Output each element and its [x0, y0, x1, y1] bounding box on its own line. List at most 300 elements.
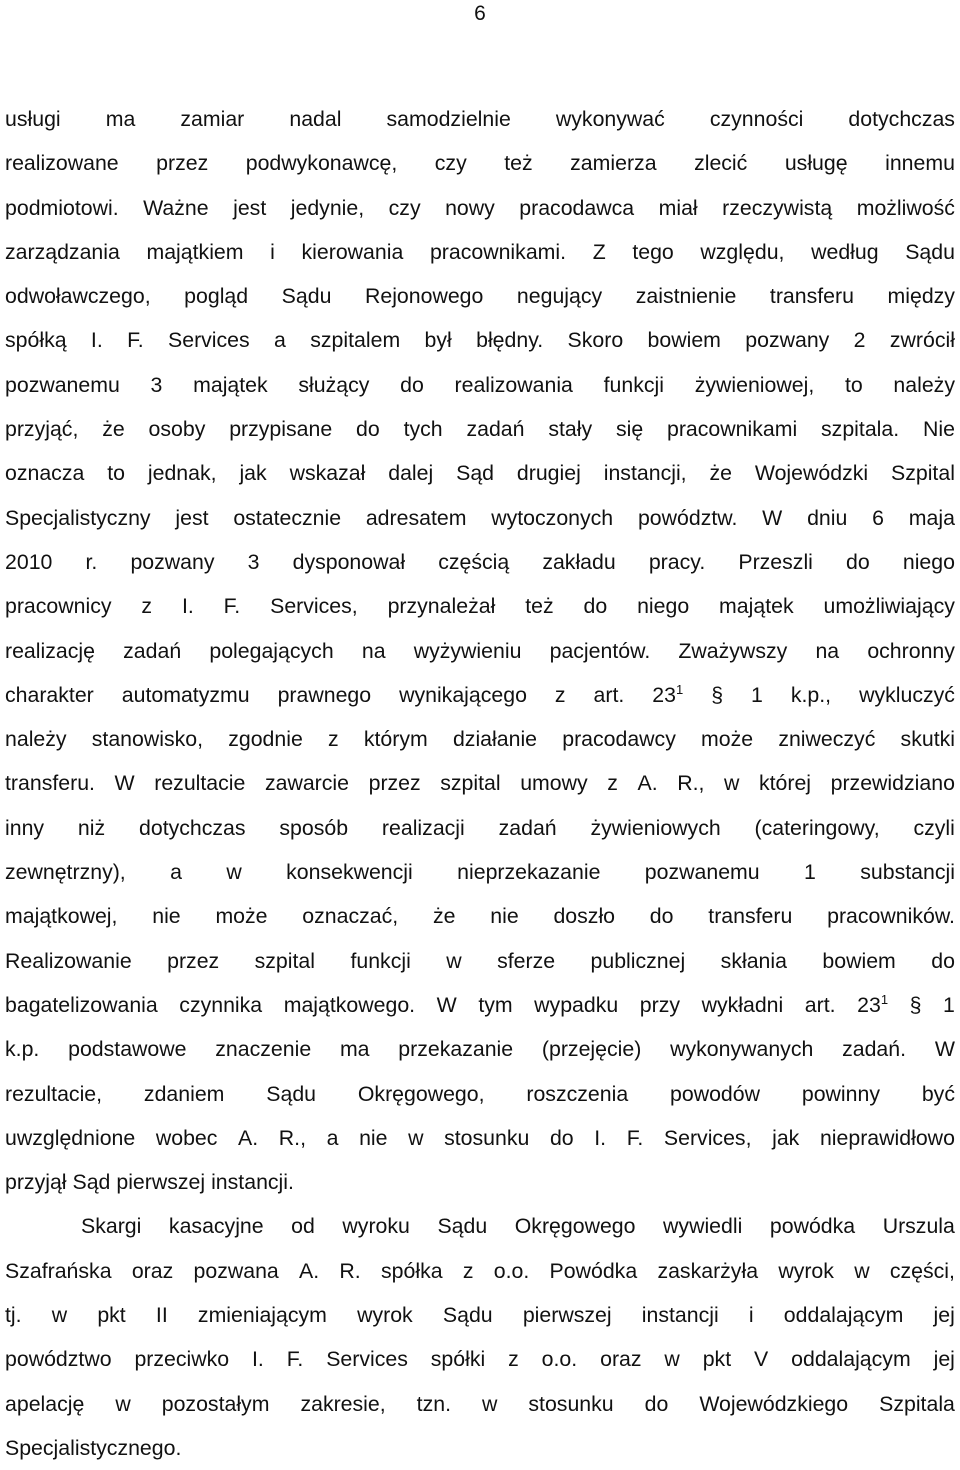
word: odwoławczego, [5, 284, 151, 309]
word: że [102, 417, 125, 442]
text-line [5, 496, 955, 540]
word: miał [658, 195, 698, 220]
word: przez [368, 771, 421, 796]
word: realizację [5, 638, 95, 663]
word: szpitalem [310, 328, 401, 353]
word: stanowisko, [91, 727, 204, 752]
word: dotychczas [139, 815, 246, 840]
word: Sąd [456, 461, 495, 486]
word: powódka [769, 1214, 856, 1239]
word: stały [548, 417, 593, 442]
word: kierowania [301, 239, 404, 264]
word: nieprzekazanie [457, 860, 601, 885]
text-line [5, 451, 955, 495]
word: oznacza [5, 461, 85, 486]
word: z [328, 727, 339, 752]
word: Services, [663, 1125, 752, 1150]
word: (cateringowy, [754, 815, 880, 840]
word: R. [339, 1258, 361, 1283]
word: żywieniowych [590, 815, 721, 840]
word: może [215, 904, 268, 929]
word: roszczenia [526, 1081, 629, 1106]
word: w [115, 1391, 131, 1416]
word: działanie [452, 727, 538, 752]
word: Ważne [143, 195, 209, 220]
word: stosunku [444, 1125, 530, 1150]
word: charakter [5, 682, 94, 707]
text-line [5, 939, 955, 983]
text-line [5, 1160, 955, 1204]
word: § [909, 992, 922, 1017]
word: umożliwiający [823, 594, 955, 619]
word: to [107, 461, 125, 486]
word: czy [388, 195, 421, 220]
word: dotychczas [848, 107, 955, 131]
word: nowy [445, 195, 495, 220]
word: przypisane [229, 417, 333, 442]
word: do [644, 1391, 669, 1416]
word: umowy [520, 771, 588, 796]
word: instancji. [211, 1170, 294, 1195]
word: F. [127, 328, 144, 353]
word: jest [233, 195, 267, 220]
word: w [482, 1391, 498, 1416]
word: dniu [807, 505, 848, 530]
word: inny [5, 815, 45, 840]
text-line [5, 584, 955, 628]
word: pracodawca [519, 195, 635, 220]
word: przeciwko [134, 1347, 230, 1372]
word: i [270, 239, 275, 264]
word: spółki [430, 1347, 486, 1372]
word: zwrócił [889, 328, 955, 353]
word: Specjalistycznego. [5, 1435, 182, 1460]
word: do [846, 549, 870, 574]
word: dalej [388, 461, 434, 486]
word: jak [772, 1125, 800, 1150]
word: w [226, 860, 242, 885]
word: przewidziano [830, 771, 955, 796]
word: zniweczyć [778, 727, 876, 752]
word: należy [5, 727, 67, 752]
word: automatyzmu [121, 682, 250, 707]
word: spółką [5, 328, 67, 353]
text-line [5, 274, 955, 318]
word: wytoczonych [491, 505, 614, 530]
word: do [649, 904, 674, 929]
word: a [170, 860, 182, 885]
word: niż [77, 815, 106, 840]
word: pozwana [193, 1258, 279, 1283]
text-line [5, 1116, 955, 1160]
word: jak [239, 461, 267, 486]
word: adresatem [365, 505, 467, 530]
word: $23^1$ [652, 681, 684, 707]
word: pracodawcy [562, 727, 676, 752]
word: oraz [131, 1258, 174, 1283]
word: tych [403, 417, 443, 442]
word: I. [90, 328, 103, 353]
word: zakładu [542, 549, 616, 574]
word: oznaczać, [302, 904, 399, 929]
word: być [921, 1081, 955, 1106]
word: transferu [708, 904, 793, 929]
word: publicznej [590, 948, 686, 973]
word: usługę [784, 151, 848, 176]
word: której [758, 771, 812, 796]
word: Przeszli [738, 549, 813, 574]
word: do [583, 594, 608, 619]
word: realizowane [5, 151, 119, 176]
word: pozwanemu [5, 372, 120, 397]
word: błędny. [476, 328, 544, 353]
superscript: 1 [675, 681, 684, 697]
word: pkt [97, 1303, 126, 1328]
word: szpital [440, 771, 501, 796]
word: apelację [5, 1391, 85, 1416]
word: rezultacie, [5, 1081, 103, 1106]
text-line [5, 673, 955, 717]
word: wypadku [534, 992, 619, 1017]
word: samodzielnie [386, 107, 511, 131]
word: pozwany [745, 328, 830, 353]
word: (przejęcie) [541, 1037, 642, 1062]
word: nie [359, 1125, 388, 1150]
word: Skargi [81, 1214, 142, 1239]
word: Z [592, 239, 606, 264]
word: czynności [709, 107, 804, 131]
word: majątkiem [146, 239, 244, 264]
text-line [5, 1249, 955, 1293]
word: doszło [553, 904, 616, 929]
word: o.o. [493, 1258, 530, 1283]
word: F. [223, 594, 241, 619]
text-line [5, 363, 955, 407]
word: polegających [209, 638, 334, 663]
word: Powódka [549, 1258, 638, 1283]
word: pracy. [648, 549, 706, 574]
word: czyli [913, 815, 955, 840]
word: znaczenie [215, 1037, 312, 1062]
text-line [5, 717, 955, 761]
word: sferze [497, 948, 556, 973]
word: Services [326, 1347, 408, 1372]
word: maja [908, 505, 955, 530]
word: w [664, 1347, 680, 1372]
word: Szpitala [879, 1391, 955, 1416]
word: Okręgowego, [357, 1081, 485, 1106]
word: Services [168, 328, 250, 353]
word: skutki [900, 727, 955, 752]
word: ochronny [867, 638, 955, 663]
word: a [326, 1125, 339, 1150]
word: na [815, 638, 840, 663]
word: tzn. [416, 1391, 451, 1416]
word: realizowania [454, 372, 573, 397]
word: wyroku [342, 1214, 410, 1239]
word: 3 [247, 549, 260, 574]
text-line [5, 318, 955, 362]
word: wykonywać [555, 107, 665, 131]
word: w [51, 1303, 68, 1328]
document-body [5, 97, 955, 1470]
word: Specjalistyczny [5, 505, 151, 530]
text-line [5, 894, 955, 938]
text-line [5, 230, 955, 274]
word: przekazanie [398, 1037, 514, 1062]
word: z [554, 682, 566, 707]
text-line [5, 983, 955, 1027]
word: pacjentów. [549, 638, 651, 663]
word: I. [594, 1125, 607, 1150]
word: to [844, 372, 863, 397]
word: pogląd [184, 284, 249, 309]
word: podwykonawcę, [245, 151, 398, 176]
word: nie [152, 904, 181, 929]
word: powództwo [5, 1347, 112, 1372]
word: zmieniającym [197, 1303, 327, 1328]
text-line [5, 186, 955, 230]
word: do [931, 948, 955, 973]
word: W [934, 1037, 955, 1062]
word: Wojewódzkiego [699, 1391, 849, 1416]
word: zadań [498, 815, 557, 840]
word: drugiej [516, 461, 581, 486]
word: tego [632, 239, 674, 264]
text-line [5, 1337, 955, 1381]
word: I. [181, 594, 194, 619]
word: wskazał [289, 461, 366, 486]
word: majątek [719, 594, 794, 619]
word: instancji [641, 1303, 719, 1328]
word: wykładni [701, 992, 784, 1017]
word: pracownikami. [429, 239, 567, 264]
word: bowiem [647, 328, 721, 353]
text-line [5, 850, 955, 894]
word: zarządzania [5, 239, 120, 264]
word: wykluczyć [859, 682, 955, 707]
word: należy [893, 372, 955, 397]
word: osoby [148, 417, 206, 442]
text-line [5, 806, 955, 850]
word: stosunku [528, 1391, 614, 1416]
word: pierwszej [116, 1170, 206, 1195]
word: wyrok [357, 1303, 413, 1328]
word: podstawowe [68, 1037, 187, 1062]
word: Okręgowego [514, 1214, 636, 1239]
word: § [711, 682, 724, 707]
word: do [356, 417, 380, 442]
word: na [361, 638, 386, 663]
word: ma [105, 107, 136, 131]
text-line [5, 629, 955, 673]
text-line [5, 1293, 955, 1337]
text-line [5, 141, 955, 185]
word: przyjął [5, 1170, 67, 1195]
word: Zważywszy [678, 638, 788, 663]
word: że [709, 461, 732, 486]
word: czynnika [179, 992, 263, 1017]
word: r. [85, 549, 98, 574]
word: że [432, 904, 456, 929]
word: pkt [702, 1347, 732, 1372]
word: też [525, 594, 554, 619]
word: przez [167, 948, 220, 973]
word: zakresie, [300, 1391, 386, 1416]
word: V [754, 1347, 769, 1372]
word: się [615, 417, 644, 442]
superscript: 1 [880, 991, 889, 1007]
word: nadal [289, 107, 342, 131]
word: Urszula [882, 1214, 955, 1239]
word: ostatecznie [233, 505, 342, 530]
word: pozwany [130, 549, 215, 574]
text-line [5, 761, 955, 805]
word: którym [363, 727, 428, 752]
word: nieprawidłowo [819, 1125, 955, 1150]
word: $23^1$ [857, 991, 889, 1017]
word: pozostałym [161, 1391, 270, 1416]
word: zamiar [180, 107, 245, 131]
page-number: 6 [474, 2, 486, 25]
word: zaistnienie [635, 284, 737, 309]
word: Services, [270, 594, 358, 619]
word: art. [593, 682, 625, 707]
word: Wojewódzki [754, 461, 869, 486]
word: częścią [438, 549, 510, 574]
word: Sądu [281, 284, 332, 309]
word: 2010 [5, 549, 53, 574]
word: zlecić [694, 151, 748, 176]
word: funkcji [603, 372, 664, 397]
word: wykonywanych [670, 1037, 814, 1062]
word: powodów [670, 1081, 760, 1106]
word: pracowników. [827, 904, 955, 929]
word: uwzględnione [5, 1125, 136, 1150]
word: W [114, 771, 135, 796]
word: możliwość [856, 195, 955, 220]
word: między [887, 284, 955, 309]
word: instancji, [603, 461, 687, 486]
word: zadań. [842, 1037, 907, 1062]
word: oddalającym [783, 1303, 904, 1328]
word: jednak, [147, 461, 217, 486]
word: wynikającego [399, 682, 527, 707]
word: wyżywieniu [413, 638, 522, 663]
word: W [436, 992, 457, 1017]
word: pracownicy [5, 594, 112, 619]
word: Nie [923, 417, 955, 442]
word: przez [156, 151, 209, 176]
word: I. [252, 1347, 264, 1372]
word: Sądu [905, 239, 955, 264]
text-line [5, 1072, 955, 1116]
word: 1 [804, 860, 816, 885]
word: przyjąć, [5, 417, 79, 442]
word: przy [639, 992, 681, 1017]
word: wywiedli [663, 1214, 743, 1239]
word: Sąd [72, 1170, 111, 1195]
word: II [155, 1303, 168, 1328]
word: spółka [381, 1258, 443, 1283]
word: bagatelizowania [5, 992, 158, 1017]
word: k.p. [5, 1037, 40, 1062]
word: w [408, 1125, 424, 1150]
word: zdaniem [143, 1081, 225, 1106]
word: w [854, 1258, 870, 1283]
word: art. [804, 992, 836, 1017]
word: Sądu [266, 1081, 317, 1106]
word: wyrok [778, 1258, 834, 1283]
word: rezultacie [154, 771, 246, 796]
word: kasacyjne [168, 1214, 264, 1239]
word: transferu [769, 284, 854, 309]
word: w [723, 771, 740, 796]
word: majątkowego. [283, 992, 416, 1017]
word: do [400, 372, 424, 397]
word: skłania [720, 948, 787, 973]
word: funkcji [350, 948, 411, 973]
word: Rejonowego [364, 284, 484, 309]
word: A. [637, 771, 658, 796]
text-line [5, 1204, 955, 1248]
word: 1 [751, 682, 763, 707]
word: nie [490, 904, 519, 929]
word: od [291, 1214, 315, 1239]
word: jedynie, [290, 195, 365, 220]
word: R., [677, 771, 705, 796]
word: był [424, 328, 452, 353]
text-line [5, 1027, 955, 1071]
word: zewnętrzny), [5, 860, 126, 885]
text-line [5, 97, 955, 141]
word: zamierza [570, 151, 657, 176]
word: szpital [254, 948, 315, 973]
word: oraz [600, 1347, 642, 1372]
word: sposób [279, 815, 349, 840]
word: substancji [860, 860, 955, 885]
word: pierwszej [522, 1303, 612, 1328]
word: realizacji [381, 815, 465, 840]
word: Sądu [437, 1214, 488, 1239]
word: rzeczywistą [722, 195, 833, 220]
word: dysponował [292, 549, 406, 574]
word: podmiotowi. [5, 195, 119, 220]
word: A. [238, 1125, 259, 1150]
word: F. [626, 1125, 644, 1150]
word: konsekwencji [286, 860, 413, 885]
word: i [748, 1303, 754, 1328]
word: żywieniowej, [694, 372, 815, 397]
word: 2 [853, 328, 866, 353]
word: ma [339, 1037, 370, 1062]
word: Sądu [442, 1303, 493, 1328]
word: zadań [466, 417, 525, 442]
word: o.o. [541, 1347, 578, 1372]
word: tj. [5, 1303, 22, 1328]
word: 6 [872, 505, 884, 530]
text-line [5, 1382, 955, 1426]
word: majątek [193, 372, 268, 397]
word: z [462, 1258, 474, 1283]
word: przynależał [387, 594, 496, 619]
word: do [549, 1125, 574, 1150]
word: majątkowej, [5, 904, 118, 929]
word: innemu [885, 151, 955, 176]
word: też [504, 151, 533, 176]
word: A. [299, 1258, 320, 1283]
word: może [701, 727, 754, 752]
